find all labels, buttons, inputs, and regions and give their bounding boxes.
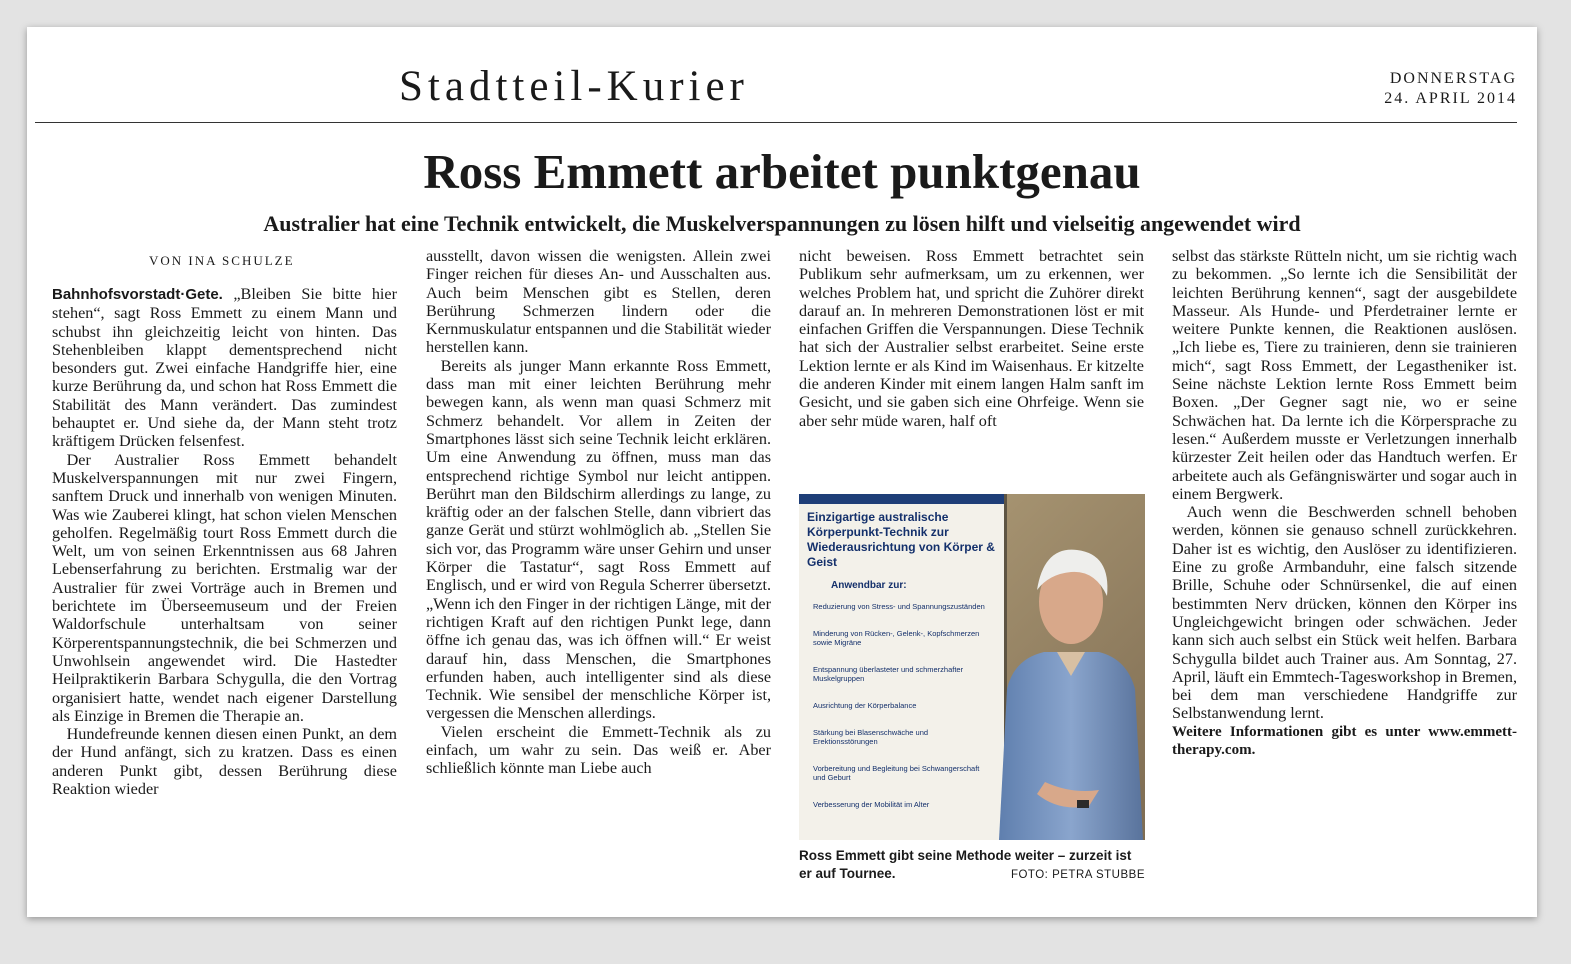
more-info-text: Weitere Informationen gibt es unter www.emmett-therapy.com. (1172, 723, 1517, 759)
poster-item: Reduzierung von Stress- und Spannungszuständen (813, 602, 985, 611)
article-paragraph: Bahnhofsvorstadt·Gete. „Bleiben Sie bitte hier stehen“, sagt Ross Emmett zu einem Mann und schubst ihn gleichzeitig leicht von hinten. Das Stehenbleiben klappt dementsprechend nicht besonders gut. Zwei einfache Handgriffe hier, eine kurze Berührung da, und schon hat Ross Emmett die Stabilität des Mann verändert. Das zumindest behauptet er. Und siehe da, der Mann steht trotz kräftigem Drücken felsenfest. (52, 285, 398, 451)
poster-subtitle: Anwendbar zur: (831, 580, 907, 591)
poster-item: Minderung von Rücken-, Gelenk-, Kopfschmerzen sowie Migräne (813, 629, 980, 647)
article-paragraph: Bereits als junger Mann erkannte Ross Emmett, dass man mit einer leichten Berührung mehr bewegen kann, als wenn man quasi Schmerz mit Schmerz behandelt. Vor allem in Zeiten der Smartphones lässt sich seine Technik leicht erklären. Um eine Anwendung zu öffnen, muss man das entsprechend richtige Symbol nur leicht antippen. Berührt man den Bildschirm allerdings zu lange, zu kräftig oder an der falschen Stelle, dann vibriert das ganze Gerät und stürzt wohlmöglich ab. „Stellen Sie sich vor, das Programm wäre unser Gehirn und unser Körper die Tastatur“, sagt Ross Emmett auf Englisch, und er wird von Regula Scherrer übersetzt. „Wenn ich den Finger in der richtigen Länge, mit der richtigen Kraft auf den richtigen Punkt lege, dann öffne ich genau das, was ich öffnen will.“ Er weist darauf hin, dass Menschen, die Smartphones erfunden haben, auch intelligenter sind als diese Technik. Wie sensibel der menschliche Körper ist, vergessen die Menschen allerdings. (426, 356, 771, 723)
article-column-3 (799, 247, 1144, 503)
issue-weekday: DONNERSTAG (1389, 70, 1517, 87)
poster-item: Vorbereitung und Begleitung bei Schwangerschaft und Geburt (813, 764, 980, 782)
poster-item: Verbesserung der Mobilität im Alter (813, 800, 930, 809)
article-paragraph: Der Australier Ross Emmett behandelt Muskelverspannungen mit nur zwei Fingern, sanftem Druck und innerhalb von wenigen Minuten. Was wie Zauberei klingt, hat schon vielen Menschen geholfen. Regelmäßig tourt Ross Emmett durch die Welt, um von seinen Erkenntnissen aus 68 Jahren Lebenserfahrung zu berichten. Erstmalig war der Australier für zwei Vorträge auch in Bremen und berichtete im Überseemuseum und der Freien Waldorfschule unterhaltsam von seiner Körperentspannungstechnik, die bei Schmerzen und Unwohlsein angewendet wird. Die Hastedter Heilpraktikerin Barbara Schygulla, die den Vortrag organisiert hatte, wendet nach eigener Darstellung als Einzige in Bremen die Therapie an. (52, 450, 397, 725)
photo-credit: FOTO: PETRA STUBBE (1010, 869, 1145, 881)
poster-title: Einzigartige australische Körperpunkt-Technik zur Wiederausrichtung von Körper & Geist (807, 510, 995, 569)
article-column-2 (426, 247, 771, 778)
article-paragraph: Hundefreunde kennen diesen einen Punkt, an dem der Hund anfängt, sich zu kratzen. Dass es einen anderen Punkt gibt, dessen Berührung diese Reaktion wieder (52, 725, 397, 799)
article-subheadline: Australier hat eine Technik entwickelt, die Muskelverspannungen zu lösen hilft und vielseitig angewendet wird (263, 211, 1301, 236)
issue-date-text: 24. APRIL 2014 (1384, 90, 1517, 107)
article-paragraph: nicht beweisen. Ross Emmett betrachtet sein Publikum sehr aufmerksam, um zu erkennen, wer welches Problem hat, und spricht die Zuhörer direkt darauf an. In mehreren Demonstrationen löst er mit einfachen Griffen die Verspannungen. Diese Technik hat sich der Australier selbst erarbeitet. Seine erste Lektion lernte er als Kind im Waisenhaus. Er kitzelte die anderen Kinder mit einem langen Halm sanft im Gesicht, und sie gaben sich eine Ohrfeige. Wenn sie aber sehr müde waren, half oft (799, 247, 1144, 430)
article-paragraph: Auch wenn die Beschwerden schnell behoben werden, können sie genauso schnell zurückkehren. Daher ist es wichtig, den Auslöser zu identifizieren. Eine zu große Armbanduhr, eine falsch sitzende Brille, Schuhe oder Schnürsenkel, die auf einen bestimmten Nerv drücken, können den Körper ins Ungleichgewicht bringen oder schwächen. Jeder kann sich auch selbst ein Stück weit helfen. Barbara Schygulla bildet auch Trainer aus. Am Sonntag, 27. April, läuft ein Emmtech-Tagesworkshop in Bremen, bei dem man verschiedene Handgriffe zur Selbstanwendung lernt. (1172, 503, 1517, 723)
article-column-1 (52, 285, 397, 798)
photo-caption (799, 847, 1145, 884)
article-headline: Ross Emmett arbeitet punktgenau (423, 144, 1141, 199)
poster-item: Entspannung überlasteter und schmerzhafter Muskelgruppen (813, 665, 964, 683)
masthead: Stadtteil-Kurier (399, 63, 749, 110)
article-paragraph: ausstellt, davon wissen die wenigsten. Allein zwei Finger reichen für dieses An- und Ausschalten aus. Auch beim Menschen gibt es Stellen, deren Berührung Schmerzen lindern oder die Kernmuskulatur entspannen und die Stabilität wieder herstellen kann. (426, 247, 771, 357)
issue-date (1384, 69, 1517, 109)
newspaper-page (27, 27, 1537, 917)
article-column-4 (1172, 247, 1517, 759)
article-photo (799, 494, 1145, 840)
article-byline: VON INA SCHULZE (149, 253, 295, 268)
poster-item: Stärkung bei Blasenschwäche und Erektionsstörungen (813, 728, 929, 746)
article-paragraph: selbst das stärkste Rütteln nicht, um sie richtig wach zu bekommen. „So lernte ich die Sensibilität der leichten Berührung kennen“, sagt der ausgebildete Masseur. Als Hunde- und Pferdetrainer lernte er weitere Punkte kennen, die Reaktionen auslösen. „Ich liebe es, Tiere zu trainieren, denn sie trainieren mich“, sagt Ross Emmett, der Legastheniker ist. Seine nächste Lektion lernte Ross Emmett beim Boxen. „Der Gegner sagt nie, wo er seine Schwächen hat. Da lernte ich die Körpersprache zu lesen.“ Außerdem musste er Verletzungen innerhalb kürzester Zeit heilen oder das Handtuch werfen. Er arbeitete auch als Gefängniswärter und sogar auch in einem Bergwerk. (1172, 247, 1517, 503)
header-rule (35, 122, 1517, 123)
article-paragraph: Vielen erscheint die Emmett-Technik als zu einfach, um wahr zu sein. Das weiß er. Aber schließlich könnte man Liebe auch (426, 722, 771, 778)
article-dateline: Bahnhofsvorstadt·Gete. (52, 286, 223, 303)
poster-list (813, 602, 993, 809)
photo-caption-text: Ross Emmett gibt seine Methode weiter – zurzeit ist er auf Tournee. (799, 848, 1132, 881)
poster-item: Ausrichtung der Körperbalance (813, 701, 917, 710)
